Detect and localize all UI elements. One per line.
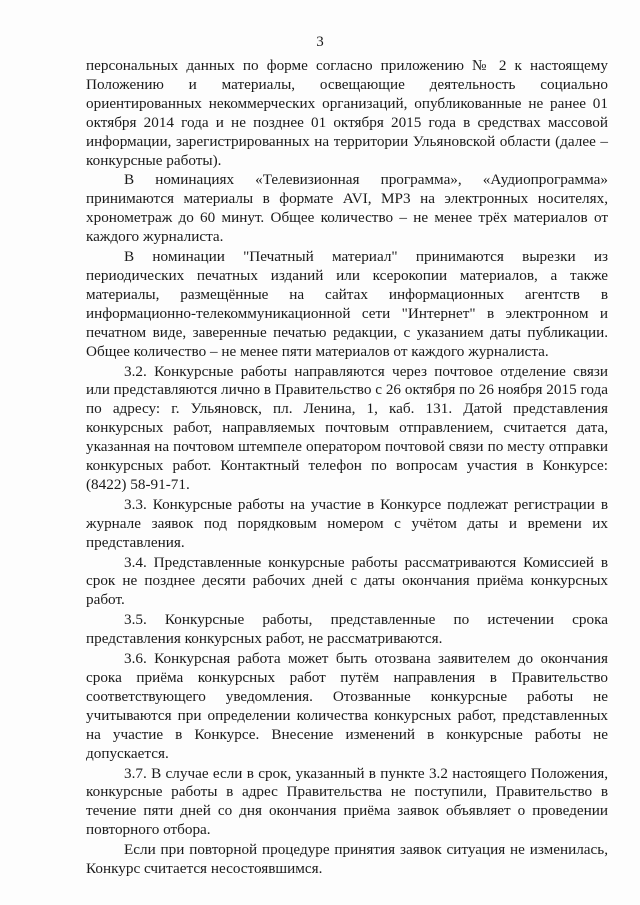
paragraph-3-2: 3.2. Конкурсные работы направляются через почтовое отделение связи или представляются лично в Правительство с 26 октября по 26 ноября 2015 года по адресу: г. Ульяновск, пл. Ленина, 1, каб. 131. Датой представления конкурсных работ, направляемых почтовым отправлением, считается дата, указанная на почтовом штемпеле оператором почтовой связи по месту отправки конкурсных работ. Контактный телефон по вопросам участия в Конкурсе: (8422) 58-91-71. (86, 362, 608, 493)
page-number: 3 (316, 34, 324, 50)
paragraph-print-nomination: В номинации "Печатный материал" принимаются вырезки из периодических печатных изданий или ксерокопии материалов, а также материалы, размещённые на сайтах информационных агентств в информационно-телекоммуникационной сети "Интернет" в электронном и печатном виде, заверенные печатью редакции, с указанием даты публикации. Общее количество – не менее пяти материалов от каждого журналиста. (86, 248, 608, 360)
paragraph-3-3: 3.3. Конкурсные работы на участие в Конкурсе подлежат регистрации в журнале заявок под порядковым номером с учётом даты и времени их представления. (86, 495, 608, 551)
body-text (86, 57, 608, 879)
paragraph-repeat-procedure: Если при повторной процедуре принятия заявок ситуация не изменилась, Конкурс считается несостоявшимся. (86, 841, 608, 878)
paragraph-3-4: 3.4. Представленные конкурсные работы рассматриваются Комиссией в срок не позднее десяти рабочих дней с даты окончания приёма конкурсных работ. (86, 553, 608, 609)
paragraph-3-7: 3.7. В случае если в срок, указанный в пункте 3.2 настоящего Положения, конкурсные работы в адрес Правительства не поступили, Правительство в течение пяти дней со дня окончания приёма заявок объявляет о проведении повторного отбора. (86, 764, 608, 839)
paragraph-3-5: 3.5. Конкурсные работы, представленные по истечении срока представления конкурсных работ, не рассматриваются. (86, 611, 608, 648)
paragraph-tv-audio-nominations: В номинациях «Телевизионная программа», «Аудиопрограмма» принимаются материалы в формате AVI, MP3 на электронных носителях, хронометраж до 60 минут. Общее количество – не менее трёх материалов от каждого журналиста. (86, 171, 608, 246)
paragraph-3-6: 3.6. Конкурсная работа может быть отозвана заявителем до окончания срока приёма конкурсных работ путём направления в Правительство соответствующего уведомления. Отозванные конкурсные работы не учитываются при определении количества конкурсных работ, представленных на участие в Конкурсе. Внесение изменений в конкурсные работы не допускается. (86, 650, 608, 762)
paragraph-continuation: персональных данных по форме согласно приложению № 2 к настоящему Положению и материалы, освещающие деятельность социально ориентированных некоммерческих организаций, опубликованные не ранее 01 октября 2014 года и не позднее 01 октября 2015 года в средствах массовой информации, зарегистрированных на территории Ульяновской области (далее – конкурсные работы). (86, 57, 608, 169)
